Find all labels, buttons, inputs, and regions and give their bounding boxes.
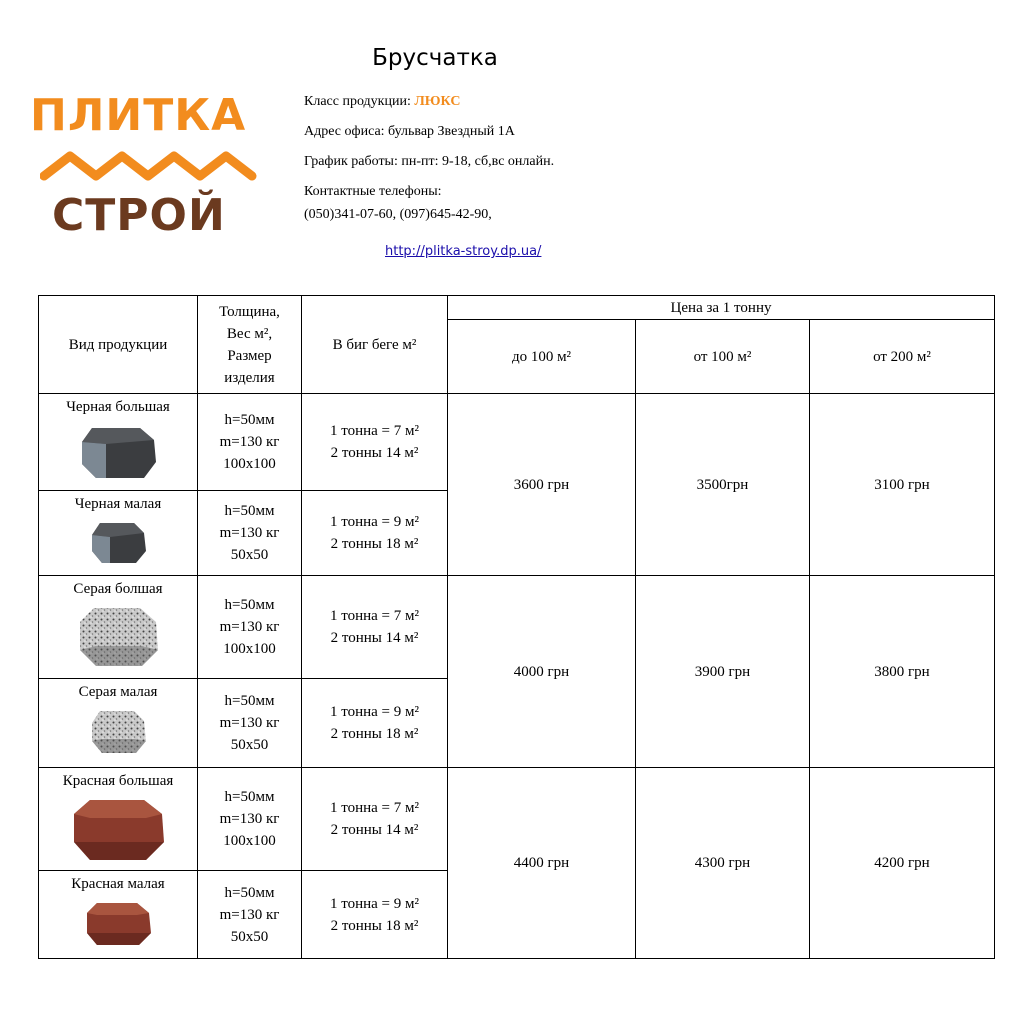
company-logo: [26, 90, 276, 250]
paving-stone-red-large-image: [70, 798, 166, 862]
price-cell: 4400 грн: [448, 768, 636, 959]
product-class-row: [304, 92, 460, 112]
product-cell: [39, 679, 198, 768]
header-specs: Толщина, Вес м², Размер изделия: [198, 296, 302, 394]
website-link[interactable]: http://plitka-stroy.dp.ua/: [385, 244, 542, 259]
paving-stone-black-large-image: [78, 424, 158, 480]
office-address: Адрес офиса: бульвар Звездный 1А: [304, 124, 515, 139]
price-cell: 4300 грн: [636, 768, 810, 959]
bigbag-cell: 1 тонна = 7 м² 2 тонны 14 м²: [302, 768, 448, 871]
header-price-group: Цена за 1 тонну: [448, 296, 995, 320]
header-price-from-200: от 200 м²: [810, 320, 995, 394]
price-cell: 3800 грн: [810, 576, 995, 768]
paving-stone-black-small-image: [88, 521, 148, 565]
specs-cell: h=50мм m=130 кг 50x50: [198, 871, 302, 959]
specs-cell: h=50мм m=130 кг 100x100: [198, 768, 302, 871]
logo-zigzag-icon: [40, 148, 270, 184]
price-cell: 3600 грн: [448, 394, 636, 576]
phones-label: Контактные телефоны:: [304, 184, 442, 199]
header-product: Вид продукции: [39, 296, 198, 394]
product-cell: [39, 394, 198, 491]
price-cell: 3500грн: [636, 394, 810, 576]
specs-cell: h=50мм m=130 кг 100x100: [198, 576, 302, 679]
product-class-value: ЛЮКС: [414, 94, 461, 109]
bigbag-cell: 1 тонна = 7 м² 2 тонны 14 м²: [302, 576, 448, 679]
work-schedule: График работы: пн-пт: 9-18, сб,вс онлайн.: [304, 154, 555, 169]
table-row: [39, 394, 995, 491]
bigbag-cell: 1 тонна = 7 м² 2 тонны 14 м²: [302, 394, 448, 491]
paving-stone-grey-large-image: [76, 606, 160, 668]
page-title: Брусчатка: [372, 45, 498, 71]
product-name: Красная малая: [71, 876, 165, 892]
price-cell: 3900 грн: [636, 576, 810, 768]
price-cell: 4000 грн: [448, 576, 636, 768]
header-price-from-100: от 100 м²: [636, 320, 810, 394]
product-cell: [39, 491, 198, 576]
product-name: Черная большая: [66, 399, 170, 415]
logo-word-plitka: ПЛИТКА: [30, 90, 247, 141]
product-cell: [39, 576, 198, 679]
bigbag-cell: 1 тонна = 9 м² 2 тонны 18 м²: [302, 679, 448, 768]
product-name: Красная большая: [62, 773, 174, 789]
product-cell: [39, 768, 198, 871]
bigbag-cell: 1 тонна = 9 м² 2 тонны 18 м²: [302, 491, 448, 576]
product-class-label: Класс продукции:: [304, 94, 411, 109]
product-name: Серая болшая: [73, 581, 163, 597]
table-header-row: [39, 296, 995, 320]
specs-cell: h=50мм m=130 кг 50x50: [198, 491, 302, 576]
table-row: [39, 768, 995, 871]
logo-word-stroy: СТРОЙ: [52, 190, 226, 241]
specs-cell: h=50мм m=130 кг 100x100: [198, 394, 302, 491]
specs-cell: h=50мм m=130 кг 50x50: [198, 679, 302, 768]
paving-stone-grey-small-image: [88, 709, 148, 755]
price-table: [38, 295, 995, 959]
phone-numbers: (050)341-07-60, (097)645-42-90,: [304, 207, 492, 222]
price-cell: 4200 грн: [810, 768, 995, 959]
product-name: Черная малая: [74, 496, 162, 512]
header-price-upto-100: до 100 м²: [448, 320, 636, 394]
bigbag-cell: 1 тонна = 9 м² 2 тонны 18 м²: [302, 871, 448, 959]
paving-stone-red-small-image: [83, 901, 153, 947]
product-cell: [39, 871, 198, 959]
price-cell: 3100 грн: [810, 394, 995, 576]
product-name: Серая малая: [78, 684, 158, 700]
table-row: [39, 576, 995, 679]
header-bigbag: В биг беге м²: [302, 296, 448, 394]
